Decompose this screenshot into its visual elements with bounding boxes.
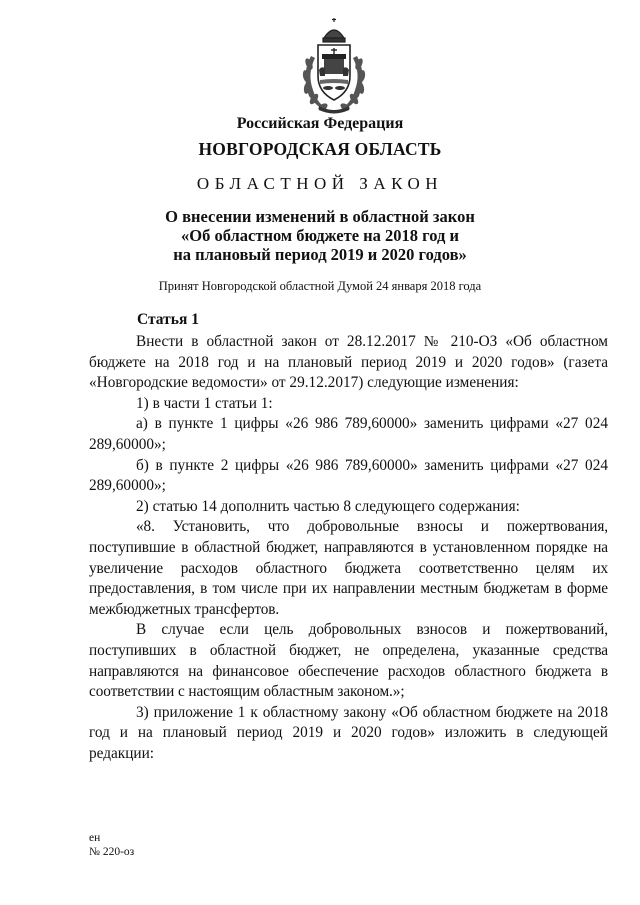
article-paragraph: а) в пункте 1 цифры «26 986 789,60000» заменить цифрами «27 024 289,60000»; bbox=[89, 415, 608, 453]
article-paragraph: В случае если цель добровольных взносов и пожертвований, поступивших в областной бюджет, не определена, указанные средства направляются на финансовое обеспечение расходов областного бюджета в соответствии с настоящим областным законом.»; bbox=[89, 621, 608, 701]
article-paragraph: Внести в областной закон от 28.12.2017 № 210-ОЗ «Об областном бюджете на 2018 год и на плановый период 2019 и 2020 годов» (газета «Новгородские ведомости» от 29.12.2017) следующие изменения: bbox=[89, 333, 608, 392]
law-title-line: О внесении изменений в областной закон bbox=[165, 207, 475, 226]
adoption-note: Принят Новгородской областной Думой 24 января 2018 года bbox=[158, 279, 482, 293]
footer-initials: ен bbox=[89, 832, 101, 844]
law-title-line: «Об областном бюджете на 2018 год и bbox=[180, 226, 460, 245]
coat-of-arms-icon bbox=[295, 18, 373, 116]
article-paragraph: 3) приложение 1 к областному закону «Об областном бюджете на 2018 год и на плановый период 2019 и 2020 годов» изложить в следующей редакции: bbox=[89, 703, 608, 762]
article-paragraph: 2) статью 14 дополнить частью 8 следующего содержания: bbox=[136, 497, 520, 515]
article-paragraph: б) в пункте 2 цифры «26 986 789,60000» заменить цифрами «27 024 289,60000»; bbox=[89, 456, 608, 495]
article-heading: Статья 1 bbox=[137, 311, 199, 328]
country-name: Российская Федерация bbox=[236, 115, 404, 132]
document-footer bbox=[89, 831, 134, 859]
article-paragraph: 1) в части 1 статьи 1: bbox=[136, 394, 273, 412]
article-body bbox=[89, 332, 608, 764]
footer-number: № 220-оз bbox=[89, 846, 135, 858]
article-paragraph: «8. Установить, что добровольные взносы и пожертвования, поступившие в областной бюджет, направляются в установленном порядке на увеличение расходов областного бюджета соответственно целям их предоставления, в том числе при их направлении местным бюджетам в форме межбюджетных трансфертов. bbox=[89, 518, 608, 618]
law-title-line: на плановый период 2019 и 2020 годов» bbox=[173, 245, 467, 264]
document-type: ОБЛАСТНОЙ ЗАКОН bbox=[196, 174, 444, 193]
region-name: НОВГОРОДСКАЯ ОБЛАСТЬ bbox=[198, 139, 442, 159]
law-title bbox=[0, 207, 640, 264]
